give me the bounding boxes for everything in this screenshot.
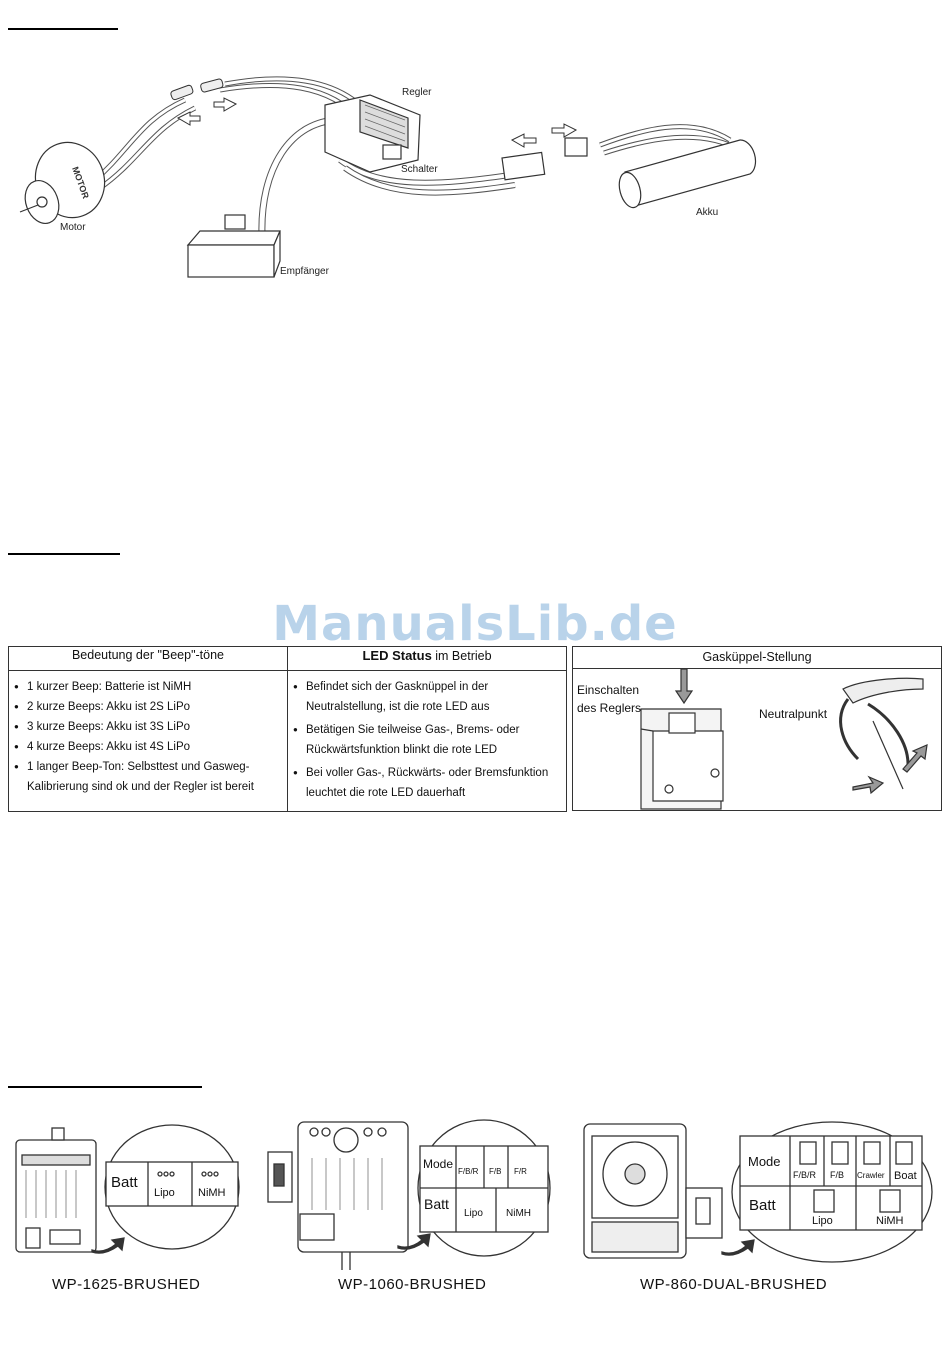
m3-mode-crawler: Crawler [857,1171,885,1180]
motor-drawing [19,133,115,228]
m2-lipo: Lipo [464,1208,483,1219]
m3-batt: Batt [749,1197,776,1214]
einschalten-line-2: des Reglers [577,701,642,715]
section-3-heading-underline [8,1086,202,1088]
m3-mode-boat: Boat [894,1170,917,1182]
led-list-cell [288,671,567,812]
beep-list-cell [9,671,288,812]
battery-drawing [616,140,756,210]
m2-nimh: NiMH [506,1208,531,1219]
label-akku: Akku [696,207,719,218]
watermark: ManualsLib.de [272,596,678,652]
m2-batt: Batt [424,1196,449,1212]
label-schalter: Schalter [401,164,438,175]
m1-lipo: Lipo [154,1187,175,1199]
m3-mode-fb: F/B [830,1170,845,1180]
m2-mode-fr: F/R [514,1167,527,1176]
m3-mode-fbr: F/B/R [793,1170,817,1180]
m2-mode-fb: F/B [489,1167,502,1176]
m3-nimh: NiMH [876,1215,904,1227]
led-header-rest: im Betrieb [431,649,492,663]
beep-item: ● 2 kurze Beeps: Akku ist 2S LiPo [14,697,282,717]
esc-drawing [325,95,420,172]
gas-title: Gasküppel-Stellung [573,647,941,669]
gas-stick-panel [572,646,942,811]
model-name-wp1060: WP-1060-BRUSHED [338,1276,487,1293]
beep-led-table [8,646,567,812]
label-regler: Regler [402,87,432,98]
m1-batt: Batt [111,1174,138,1191]
beep-item: ● 4 kurze Beeps: Akku ist 4S LiPo [14,737,282,757]
led-item: ● Befindet sich der Gasknüppel in der Neutralstellung, ist die rote LED aus [293,677,561,717]
model-name-wp1625: WP-1625-BRUSHED [52,1276,201,1293]
led-header-bold: LED Status [362,648,432,663]
led-item: ● Betätigen Sie teilweise Gas-, Brems- oder Rückwärtsfunktion blinkt die rote LED [293,720,561,760]
gas-illustration [573,669,941,810]
section-1-heading-underline [8,28,118,30]
wiring-diagram [0,60,950,300]
beep-item: ● 1 langer Beep-Ton: Selbsttest und Gasweg-Kalibrierung sind ok und der Regler ist bereit [14,757,282,797]
led-item: ● Bei voller Gas-, Rückwärts- oder Bremsfunktion leuchtet die rote LED dauerhaft [293,763,561,803]
label-empfaenger: Empfänger [280,266,329,277]
section-2-heading-underline [8,553,120,555]
m3-lipo: Lipo [812,1215,833,1227]
m3-mode: Mode [748,1154,781,1169]
einschalten-line-1: Einschalten [577,683,640,697]
neutral-label: Neutralpunkt [759,707,828,721]
label-motor: Motor [60,222,86,233]
beep-item: ● 1 kurzer Beep: Batterie ist NiMH [14,677,282,697]
m2-mode-fbr: F/B/R [458,1167,479,1176]
beep-header: Bedeutung der "Beep"-töne [9,647,288,671]
esc-models-illustration [0,1110,950,1270]
beep-item: ● 3 kurze Beeps: Akku ist 3S LiPo [14,717,282,737]
receiver-drawing [188,215,280,277]
m2-mode: Mode [423,1157,454,1171]
m1-nimh: NiMH [198,1187,226,1199]
motor-body-text: MOTOR [70,165,91,201]
led-header [288,647,567,671]
model-name-wp860: WP-860-DUAL-BRUSHED [640,1276,828,1293]
